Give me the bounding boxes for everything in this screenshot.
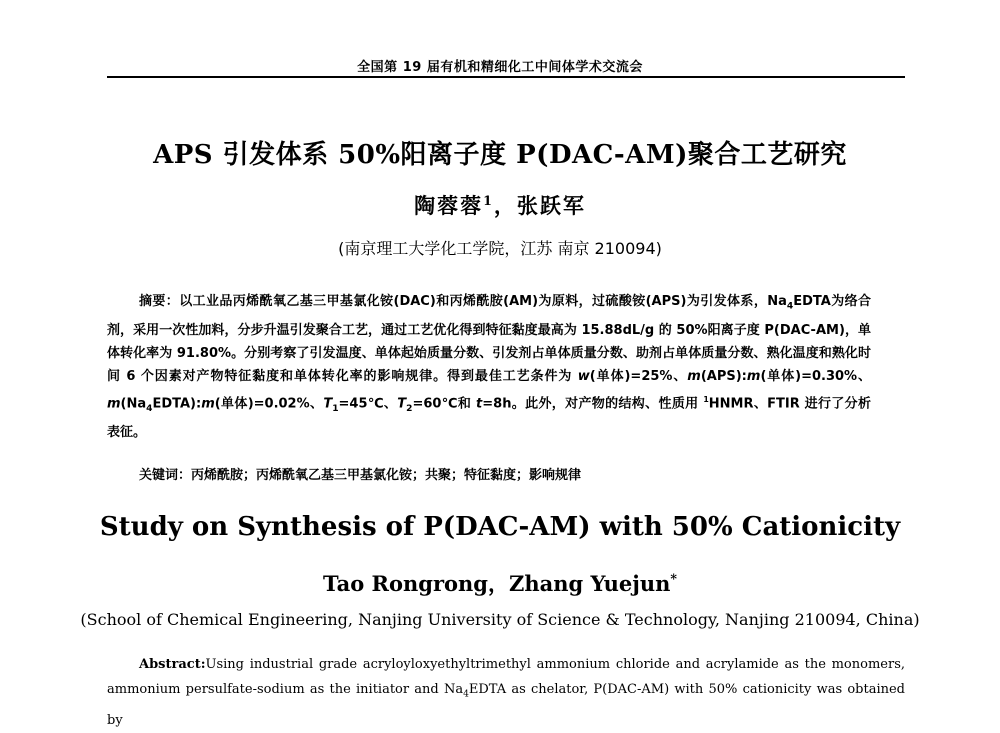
header-rule: [107, 76, 905, 78]
math-var: w: [577, 368, 590, 384]
author-1: 陶蓉蓉: [414, 193, 484, 218]
abstract-text: (Na: [120, 395, 147, 411]
abstract-text: EDTA为络合剂，采用一次性加料，分步升温引发聚合工艺，通过工艺优化得到特征黏度最高为 15.88dL/g 的 50%阳离子度 P(DAC-AM)，单体转化率为 91.80%。分别考察了引发温度、单体起始质量分数、引发剂占单体质量分数、助剂占单体质量分数、熟化温度和熟化时间 6 个因素对产物特征黏度和单体转化率的影响规律。得到最佳工艺条件为: [107, 294, 871, 384]
chinese-affiliation: (南京理工大学化工学院，江苏 南京 210094): [338, 239, 662, 258]
abstract-text: (单体)=0.30%、: [760, 368, 871, 384]
math-var: m: [201, 395, 215, 411]
abstract-text: =60℃和: [412, 395, 477, 411]
english-title: Study on Synthesis of P(DAC-AM) with 50% Cationicity: [99, 512, 901, 542]
english-abstract: [107, 652, 905, 733]
chinese-keywords: [139, 464, 879, 483]
english-authors: [0, 568, 1000, 598]
english-affiliation: (School of Chemical Engineering, Nanjing University of Science & Technology, Nanjing 210094, China): [80, 610, 920, 629]
author-2: 张跃军: [516, 193, 586, 218]
subscript: 1: [332, 403, 339, 414]
author-1-marker: 1: [483, 193, 494, 208]
math-var: m: [107, 395, 121, 411]
abstract-label: 摘要：: [139, 294, 180, 309]
chinese-authors: [0, 190, 1000, 220]
math-var: m: [687, 368, 701, 384]
keywords-label: 关键词：: [139, 468, 192, 483]
subscript: 4: [463, 689, 469, 700]
subscript: 4: [786, 301, 794, 312]
abstract-text: =45℃、: [338, 395, 398, 411]
math-var: t: [476, 395, 483, 411]
abstract-text: EDTA):: [152, 395, 202, 411]
abstract-text: (单体)=0.02%、: [214, 395, 324, 411]
corresponding-marker: *: [670, 571, 677, 586]
english-author-names: Tao Rongrong，Zhang Yuejun: [323, 571, 671, 596]
conference-header: 全国第 19 届有机和精细化工中间体学术交流会: [357, 60, 643, 75]
abstract-text: (APS):: [700, 368, 747, 384]
english-abstract-label: Abstract:: [139, 657, 206, 672]
math-var: T: [397, 395, 407, 411]
subscript: 2: [406, 403, 413, 414]
english-abstract-text: Using industrial grade acryloyloxyethyltrimethyl ammonium chloride and acrylamide as the monomers, ammonium persulfate-sodium as the initiator and Na: [107, 657, 905, 697]
subscript: 4: [146, 403, 153, 414]
author-separator: ，: [493, 193, 517, 218]
chinese-title: APS 引发体系 50%阳离子度 P(DAC-AM)聚合工艺研究: [153, 140, 847, 170]
abstract-text: HNMR、FTIR 进行了分析表征。: [107, 395, 871, 440]
math-var: T: [323, 395, 333, 411]
keywords-text: 丙烯酰胺；丙烯酰氧乙基三甲基氯化铵；共聚；特征黏度；影响规律: [191, 468, 582, 483]
math-var: m: [746, 368, 761, 384]
abstract-text: (单体)=25%、: [589, 368, 688, 384]
abstract-text: =8h。此外，对产物的结构、性质用: [482, 395, 704, 411]
english-abstract-text: EDTA as chelator, P(DAC-AM) with 50% cationicity was obtained by: [107, 682, 906, 728]
chinese-abstract: [107, 290, 871, 444]
abstract-text: 以工业品丙烯酰氧乙基三甲基氯化铵(DAC)和丙烯酰胺(AM)为原料，过硫酸铵(APS)为引发体系，Na: [179, 294, 787, 309]
superscript: 1: [703, 394, 709, 404]
